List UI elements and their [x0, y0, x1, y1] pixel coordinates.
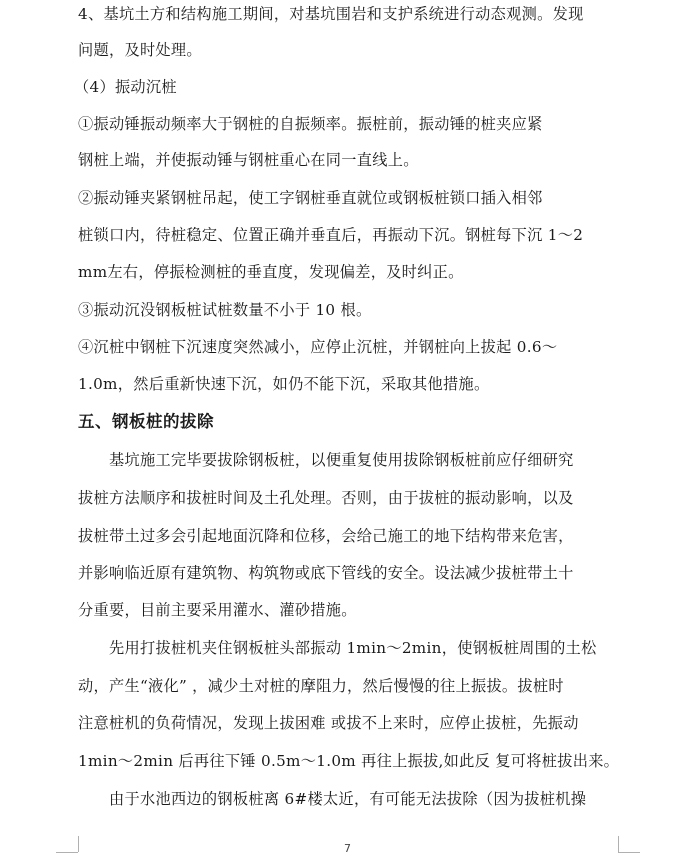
text-line: ②振动锤夹紧钢桩吊起，使工字钢桩垂直就位或钢板桩锁口插入相邻 [78, 189, 543, 207]
paragraph-line: 并影响临近原有建筑物、构筑物或底下管线的安全。设法减少拔桩带土十 [78, 564, 574, 582]
paragraph-line: 注意桩机的负荷情况，发现上拔困难 或拔不上来时，应停止拔桩，先振动 [78, 714, 579, 732]
subheading: （4）振动沉桩 [74, 78, 177, 96]
paragraph-line: 分重要，目前主要采用灌水、灌砂措施。 [78, 601, 357, 619]
section-heading: 五、钢板桩的拔除 [78, 412, 214, 431]
paragraph-line: 拔桩方法顺序和拔桩时间及土孔处理。否则，由于拔桩的振动影响，以及 [78, 489, 574, 507]
paragraph-line: 1min～2min 后再往下锤 0.5m～1.0m 再往上振拔,如此反 复可将桩拔出来。 [78, 752, 620, 770]
text-line: 1.0m，然后重新快速下沉，如仍不能下沉，采取其他措施。 [78, 375, 490, 393]
text-line: ①振动锤振动频率大于钢桩的自振频率。振桩前，振动锤的桩夹应紧 [78, 115, 543, 133]
paragraph-line: 由于水池西边的钢板桩离 6#楼太近，有可能无法拔除（因为拔桩机操 [109, 790, 587, 808]
text-line: 桩锁口内，待桩稳定、位置正确并垂直后，再振动下沉。钢桩每下沉 1～2 [78, 226, 584, 244]
page-number: 7 [344, 842, 351, 855]
text-line: 问题，及时处理。 [78, 41, 202, 59]
paragraph-line: 拔桩带土过多会引起地面沉降和位移，会给己施工的地下结构带来危害， [78, 527, 574, 545]
text-line: ④沉桩中钢桩下沉速度突然减小，应停止沉桩，并钢桩向上拔起 0.6～ [78, 338, 558, 356]
paragraph-line: 基坑施工完毕要拔除钢板桩，以便重复使用拔除钢板桩前应仔细研究 [109, 451, 574, 469]
text-line: 4、基坑土方和结构施工期间，对基坑围岩和支护系统进行动态观测。发现 [78, 5, 584, 23]
text-line: ③振动沉没钢板桩试桩数量不小于 10 根。 [78, 301, 372, 319]
text-line: mm左右，停振检测桩的垂直度，发现偏差，及时纠正。 [78, 263, 464, 281]
paragraph-line: 动，产生“液化” ，减少土对桩的摩阻力，然后慢慢的往上振拔。拔桩时 [78, 677, 564, 695]
text-line: 钢桩上端，并使振动锤与钢桩重心在同一直线上。 [78, 151, 419, 169]
paragraph-line: 先用打拔桩机夹住钢板桩头部振动 1min～2min，使钢板桩周围的土松 [109, 639, 597, 657]
